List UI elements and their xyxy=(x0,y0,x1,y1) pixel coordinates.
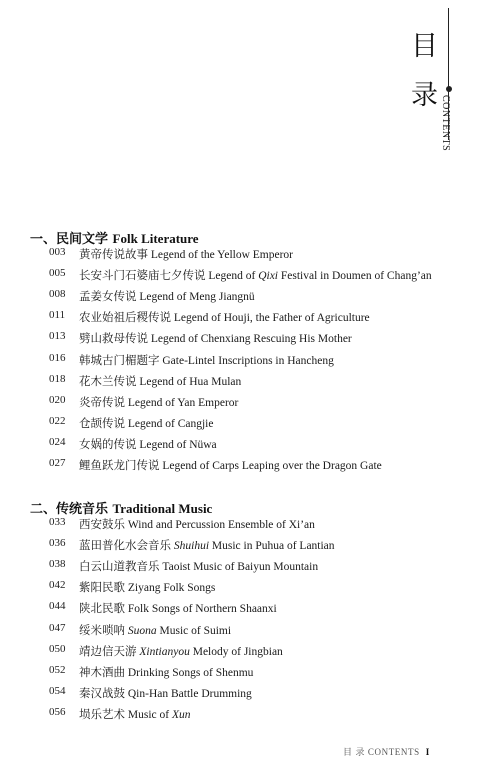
toc-title-en: Legend of Cangjie xyxy=(127,417,214,430)
page-footer xyxy=(343,745,430,758)
toc-entry-title xyxy=(79,309,370,325)
toc-title-zh: 绥米唢呐 xyxy=(79,624,128,637)
toc-entry-title xyxy=(79,558,318,574)
toc-page-number: 052 xyxy=(49,663,66,676)
toc-entry-title xyxy=(79,457,382,473)
section-heading-traditional-music xyxy=(30,498,212,517)
toc-title-zh: 农业始祖后稷传说 xyxy=(79,312,174,325)
toc-title-en-italic: Xintianyou xyxy=(139,645,190,658)
toc-page-number: 024 xyxy=(49,435,66,448)
section-heading-en: Folk Literature xyxy=(112,231,199,246)
toc-page-number: 054 xyxy=(49,684,66,697)
toc-title-zh: 韩城古门楣题字 xyxy=(79,354,163,367)
toc-title-zh: 西安鼓乐 xyxy=(79,519,128,531)
toc-title-en-italic: Shuihui xyxy=(173,540,210,553)
toc-page-number: 016 xyxy=(49,351,66,364)
toc-entry-title xyxy=(79,436,217,452)
toc-title-en: Wind and Percussion Ensemble of Xi’an xyxy=(127,519,315,531)
toc-title-zh: 黄帝传说故事 xyxy=(79,249,151,261)
toc-title-zh: 长安斗门石婆庙七夕传说 xyxy=(79,270,209,283)
toc-page-number: 038 xyxy=(49,558,66,571)
toc-entry-title xyxy=(79,352,334,368)
toc-title-zh: 花木兰传说 xyxy=(79,375,140,388)
section-heading-zh: 二、传统音乐 xyxy=(30,502,113,517)
toc-page-number: 036 xyxy=(49,537,66,550)
toc-title-en: Legend of Nüwa xyxy=(139,438,217,451)
toc-title-en: Ziyang Folk Songs xyxy=(127,582,216,595)
toc-title-en: Legend of Chenxiang Rescuing His Mother xyxy=(150,333,352,346)
toc-title-zh: 陕北民歌 xyxy=(79,603,128,616)
toc-page-number: 042 xyxy=(49,579,66,592)
toc-title-zh: 紫阳民歌 xyxy=(79,582,128,595)
toc-title-zh: 炎帝传说 xyxy=(79,396,128,409)
toc-title-zh: 蓝田普化水会音乐 xyxy=(79,540,174,553)
section-heading-folk-literature xyxy=(30,228,199,247)
toc-title-zh: 劈山救母传说 xyxy=(79,333,151,346)
toc-title-zh: 仓颉传说 xyxy=(79,417,128,430)
toc-title-en: Legend of Meng Jiangnü xyxy=(139,291,255,304)
toc-entry-title xyxy=(79,394,238,410)
toc-entry-title xyxy=(79,415,213,431)
footer-label: 目 录 CONTENTS xyxy=(343,747,420,757)
toc-title-en: Drinking Songs of Shenmu xyxy=(127,666,254,679)
toc-entry-title xyxy=(79,537,335,553)
title-char-mu: 目 xyxy=(411,31,438,62)
toc-page-number: 047 xyxy=(49,621,66,634)
toc-entry-title xyxy=(79,373,241,389)
toc-title-en: Taoist Music of Baiyun Mountain xyxy=(162,561,319,574)
toc-entry-title xyxy=(79,267,432,283)
toc-title-zh: 埙乐艺术 xyxy=(79,708,128,721)
toc-page-number: 013 xyxy=(49,330,66,343)
toc-entry-title xyxy=(79,330,352,346)
toc-page-number: 022 xyxy=(49,414,66,427)
toc-entry-title xyxy=(79,579,215,595)
footer-page-number: I xyxy=(425,747,430,757)
toc-page-number: 005 xyxy=(49,267,66,280)
section-heading-en: Traditional Music xyxy=(112,501,213,516)
toc-title-zh: 孟姜女传说 xyxy=(79,291,140,304)
toc-page-number: 011 xyxy=(49,309,66,322)
toc-title-en: Music of xyxy=(127,708,172,721)
toc-entry-title xyxy=(79,706,191,722)
toc-title-zh: 女娲的传说 xyxy=(79,438,140,451)
toc-title-en-rest: Music of Suimi xyxy=(156,624,232,637)
toc-title-en-rest: Melody of Jingbian xyxy=(189,645,283,658)
toc-title-en-italic: Suona xyxy=(127,624,157,637)
toc-title-en-italic: Xun xyxy=(171,708,191,721)
toc-page-number: 008 xyxy=(49,288,66,301)
toc-title-en-rest: Music in Puhua of Lantian xyxy=(209,540,335,553)
toc-title-zh: 靖边信天游 xyxy=(79,645,140,658)
toc-title-zh: 白云山道教音乐 xyxy=(79,561,163,574)
toc-entry-title xyxy=(79,664,253,680)
toc-title-en: Legend of Yan Emperor xyxy=(127,396,239,409)
toc-page-number: 020 xyxy=(49,393,66,406)
toc-title-zh: 鲤鱼跃龙门传说 xyxy=(79,460,163,472)
toc-page-number: 033 xyxy=(49,516,66,528)
toc-page-number: 056 xyxy=(49,705,66,718)
toc-entry-title xyxy=(79,516,315,532)
toc-title-zh: 神木酒曲 xyxy=(79,666,128,679)
title-rule-dot xyxy=(446,86,452,92)
contents-vertical-label: CONTENTS xyxy=(440,95,451,152)
toc-title-en: Legend of the Yellow Emperor xyxy=(150,249,293,261)
toc-entry-title xyxy=(79,643,283,659)
toc-entry-title xyxy=(79,685,252,701)
toc-page-number: 044 xyxy=(49,600,66,613)
toc-page-number: 027 xyxy=(49,457,66,469)
toc-title-en: Legend of Hua Mulan xyxy=(139,375,242,388)
toc-title-en: Legend of Houji, the Father of Agriculture xyxy=(173,312,370,325)
toc-title-en: Gate-Lintel Inscriptions in Hancheng xyxy=(162,354,334,367)
toc-entry-title xyxy=(79,600,277,616)
section-heading-zh: 一、民间文学 xyxy=(30,232,113,247)
toc-page-number: 003 xyxy=(49,246,66,258)
toc-entry-title xyxy=(79,246,293,262)
toc-entry-title xyxy=(79,622,231,638)
title-char-lu: 录 xyxy=(411,80,438,111)
toc-title-en: Legend of xyxy=(208,270,259,283)
toc-title-en: Qin-Han Battle Drumming xyxy=(127,687,252,700)
toc-title-zh: 秦汉战鼓 xyxy=(79,687,128,700)
toc-title-en-rest: Festival in Doumen of Chang’an xyxy=(278,270,432,283)
toc-title-en-italic: Qixi xyxy=(258,270,279,283)
toc-page-number: 018 xyxy=(49,372,66,385)
toc-title-en: Legend of Carps Leaping over the Dragon Gate xyxy=(162,460,382,472)
toc-entry-title xyxy=(79,288,255,304)
toc-title-en: Folk Songs of Northern Shaanxi xyxy=(127,603,277,616)
toc-page-number: 050 xyxy=(49,642,66,655)
